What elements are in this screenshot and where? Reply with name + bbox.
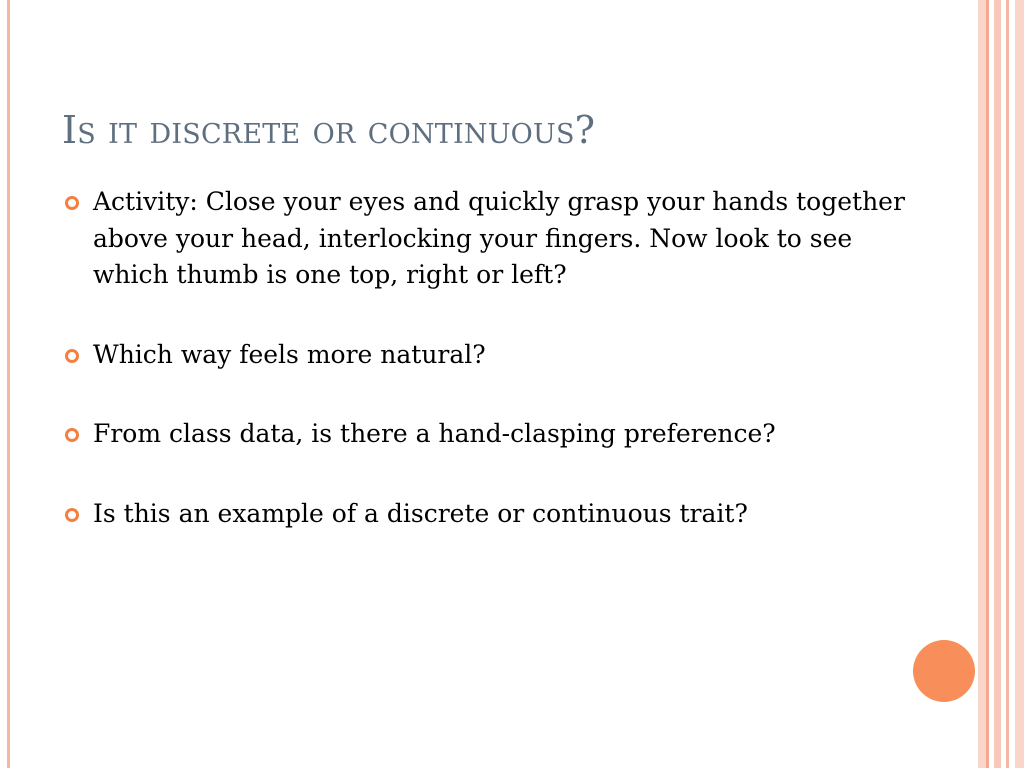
right-border-band [1015, 0, 1024, 768]
right-border-band [986, 0, 989, 768]
bullet-item-trait [62, 496, 912, 533]
bullet-item-class-data [62, 416, 912, 453]
bullet-text: Activity: Close your eyes and quickly grasp your hands together above your head, interlocking your fingers. Now look to see which thumb is one top, right or left? [93, 187, 905, 289]
bullet-circle-icon [65, 428, 79, 442]
bullet-circle-icon [65, 196, 79, 210]
right-border-band [994, 0, 1001, 768]
bullet-circle-icon [65, 508, 79, 522]
left-border-line [7, 0, 10, 768]
bullet-item-natural [62, 337, 912, 374]
bullet-text: From class data, is there a hand-clasping preference? [93, 419, 776, 448]
slide-title: Is it discrete or continuous? [62, 108, 596, 152]
decorative-circle-icon [913, 640, 975, 702]
bullet-list [62, 184, 912, 575]
bullet-item-activity [62, 184, 912, 294]
bullet-circle-icon [65, 349, 79, 363]
bullet-text: Is this an example of a discrete or continuous trait? [93, 498, 748, 528]
right-border-band [1006, 0, 1009, 768]
right-border-band [978, 0, 986, 768]
bullet-text: Which way feels more natural? [93, 339, 486, 369]
